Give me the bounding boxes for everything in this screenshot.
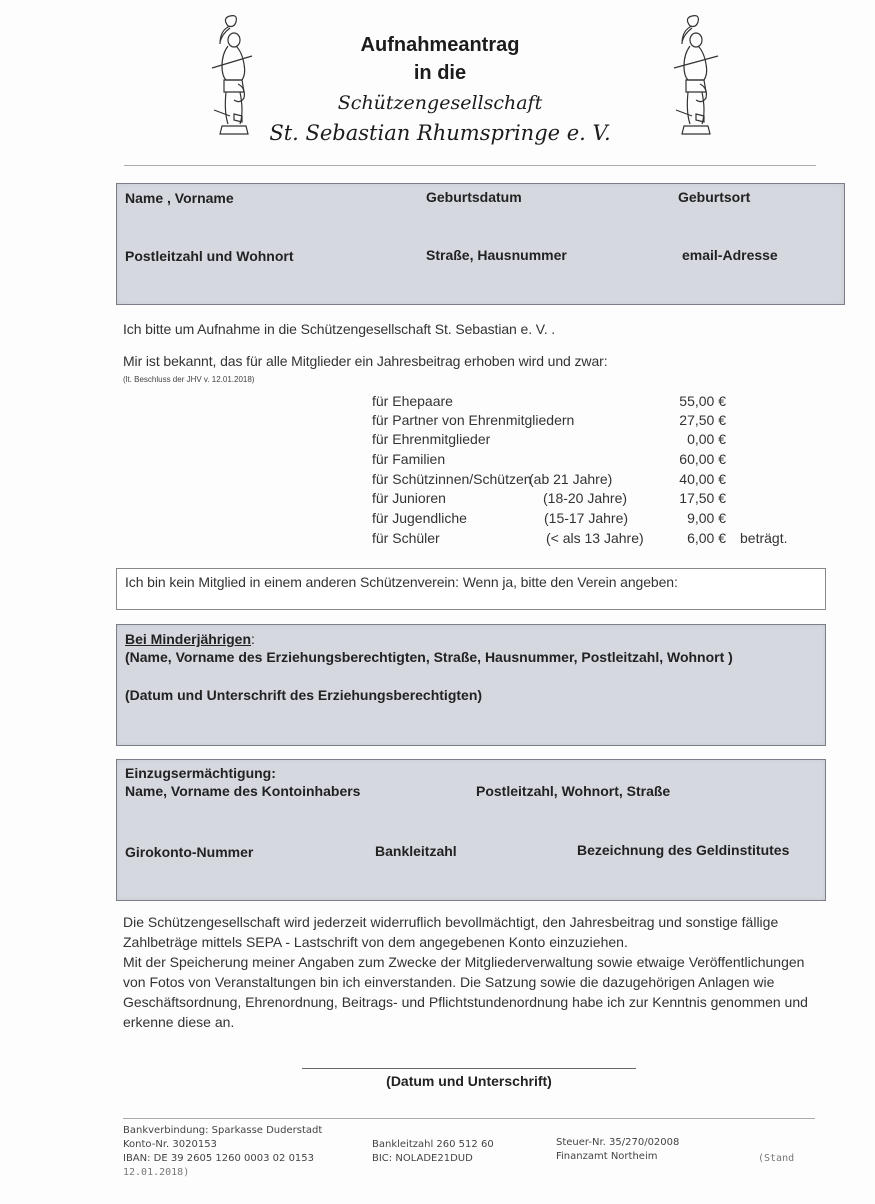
- footer-bic: BIC: NOLADE21DUD: [372, 1153, 473, 1164]
- consent-line: Mit der Speicherung meiner Angaben zum Zwecke der Mitgliederverwaltung sowie etwaige Veröffentlichungen: [123, 954, 805, 970]
- fees-suffix: beträgt.: [740, 530, 788, 546]
- footer-bank-code-info: [372, 1138, 494, 1166]
- footer-account: Konto-Nr. 3020153: [123, 1139, 217, 1150]
- direct-debit-box[interactable]: [116, 759, 826, 901]
- label-bank-name: Bezeichnung des Geldinstitutes: [577, 842, 790, 858]
- guardian-details-label: (Name, Vorname des Erziehungsberechtigten, Straße, Hausnummer, Postleitzahl, Wohnort ): [125, 649, 733, 665]
- fee-amount: 6,00 €: [687, 530, 726, 546]
- label-holder-address: Postleitzahl, Wohnort, Straße: [476, 783, 671, 799]
- guardian-signature-label: (Datum und Unterschrift des Erziehungsberechtigten): [125, 687, 483, 703]
- signature-line[interactable]: [302, 1068, 636, 1069]
- footer-iban: IBAN: DE 39 2605 1260 0003 02 0153: [123, 1153, 315, 1164]
- footer-divider: [123, 1118, 815, 1119]
- consent-line: Geschäftsordnung, Ehrenordnung, Beitrags- und Pflichtstundenordnung habe ich zur Kenntnis genommen und: [123, 994, 808, 1010]
- label-account-number: Girokonto-Nummer: [125, 844, 254, 860]
- fee-category: für Schützinnen/Schützen: [372, 471, 532, 487]
- fee-amount: 60,00 €: [679, 451, 726, 467]
- resolution-note: (lt. Beschluss der JHV v. 12.01.2018): [123, 375, 255, 384]
- consent-line: von Fotos von Veranstaltungen bin ich einverstanden. Die Satzung sowie die dazugehörigen Anlagen wie: [123, 974, 775, 990]
- fee-age-range: (ab 21 Jahre): [529, 471, 613, 487]
- fee-age-range: (15-17 Jahre): [544, 510, 629, 526]
- membership-request-text: Ich bitte um Aufnahme in die Schützengesellschaft St. Sebastian e. V. .: [123, 321, 556, 337]
- debit-heading: Einzugsermächtigung:: [125, 765, 276, 781]
- other-club-box[interactable]: [116, 568, 826, 610]
- fee-amount: 55,00 €: [679, 393, 726, 409]
- st-sebastian-figure-icon-right: [670, 14, 722, 144]
- other-club-text: Ich bin kein Mitglied in einem anderen Schützenverein: Wenn ja, bitte den Verein angeben:: [125, 574, 678, 590]
- footer-tax-office: Finanzamt Northeim: [556, 1151, 658, 1162]
- label-account-holder: Name, Vorname des Kontoinhabers: [125, 783, 361, 799]
- label-postcode-city: Postleitzahl und Wohnort: [125, 248, 294, 264]
- fee-amount: 9,00 €: [687, 510, 726, 526]
- page-title: [269, 32, 611, 148]
- signature-label: (Datum und Unterschrift): [386, 1073, 552, 1089]
- fee-category: für Junioren: [372, 490, 446, 506]
- footer-blz: Bankleitzahl 260 512 60: [372, 1139, 494, 1150]
- fee-amount: 27,50 €: [679, 412, 726, 428]
- footer-tax-no: Steuer-Nr. 35/270/02008: [556, 1137, 680, 1148]
- label-bank-code: Bankleitzahl: [375, 843, 457, 859]
- fee-notice-text: Mir ist bekannt, das für alle Mitglieder ein Jahresbeitrag erhoben wird und zwar:: [123, 353, 608, 369]
- fee-category: für Familien: [372, 451, 446, 467]
- footer-stand-date: 12.01.2018): [123, 1167, 190, 1178]
- fee-category: für Ehepaare: [372, 393, 453, 409]
- footer-bank: Bankverbindung: Sparkasse Duderstadt: [123, 1125, 323, 1136]
- title-line-2: in die: [413, 62, 467, 84]
- footer-stand: (Stand: [758, 1153, 795, 1164]
- label-birthplace: Geburtsort: [678, 189, 751, 205]
- minors-heading: [125, 631, 255, 647]
- title-line-4: St. Sebastian Rhumspringe e. V.: [269, 121, 611, 145]
- minors-box[interactable]: [116, 624, 826, 746]
- label-birthdate: Geburtsdatum: [426, 189, 522, 205]
- footer-tax-info: [556, 1136, 679, 1164]
- consent-line: Die Schützengesellschaft wird jederzeit widerruflich bevollmächtigt, den Jahresbeitrag und sonstige fällige: [123, 914, 779, 930]
- minors-heading-colon: :: [251, 631, 255, 647]
- consent-paragraph: [123, 912, 823, 1032]
- label-street: Straße, Hausnummer: [426, 247, 567, 263]
- fee-category: für Jugendliche: [372, 510, 467, 526]
- fee-age-range: (< als 13 Jahre): [546, 530, 644, 546]
- label-name: Name , Vorname: [125, 190, 234, 206]
- fee-amount: 17,50 €: [679, 490, 726, 506]
- footer-bank-info: [123, 1124, 322, 1180]
- consent-line: Zahlbeträge mittels SEPA - Lastschrift von dem angegebenen Konto einzuziehen.: [123, 934, 628, 950]
- fee-amount: 0,00 €: [687, 431, 726, 447]
- fee-age-range: (18-20 Jahre): [543, 490, 628, 506]
- label-email: email-Adresse: [682, 247, 778, 263]
- personal-data-box[interactable]: [116, 183, 845, 305]
- fee-category: für Partner von Ehrenmitgliedern: [372, 412, 575, 428]
- st-sebastian-figure-icon-left: [208, 14, 260, 144]
- minors-heading-text: Bei Minderjährigen: [125, 631, 252, 647]
- fee-category: für Schüler: [372, 530, 440, 546]
- fee-category: für Ehrenmitglieder: [372, 431, 491, 447]
- title-line-3: Schützengesellschaft: [337, 92, 543, 114]
- title-line-1: Aufnahmeantrag: [360, 34, 520, 56]
- fee-amount: 40,00 €: [679, 471, 726, 487]
- consent-line: erkenne diese an.: [123, 1014, 235, 1030]
- header-divider: [124, 165, 816, 166]
